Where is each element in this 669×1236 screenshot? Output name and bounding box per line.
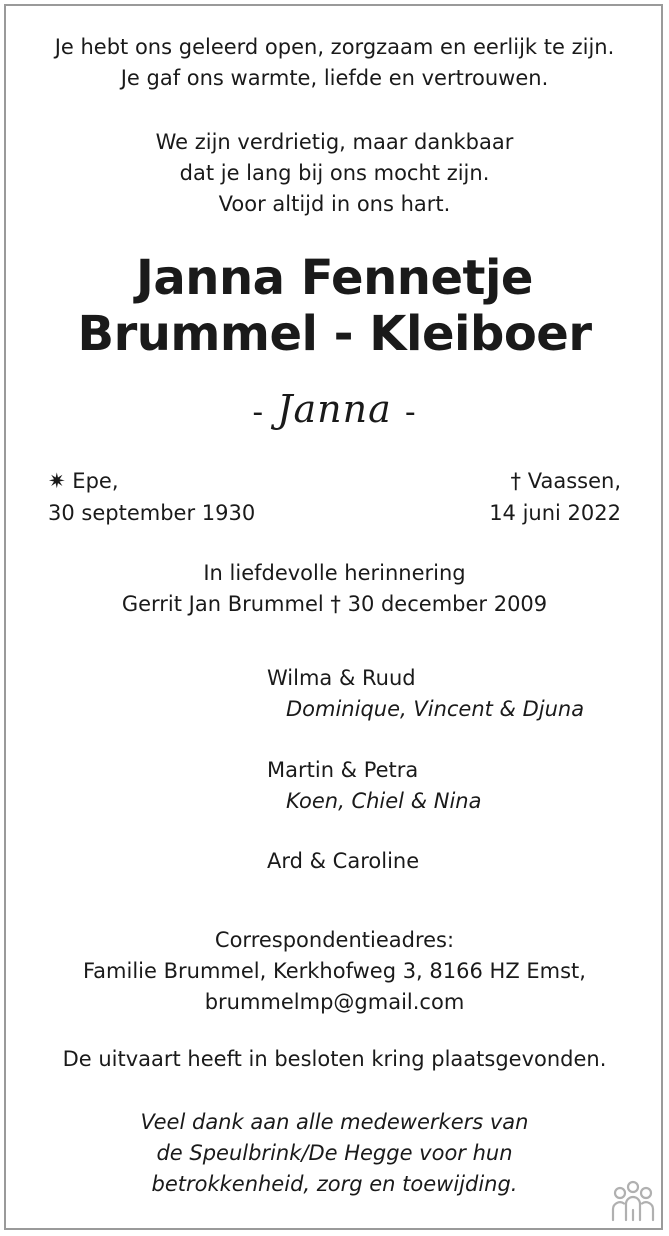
people-group-icon (609, 1180, 657, 1222)
poem-stanza-2 (0, 127, 669, 220)
poem-stanza-1 (0, 32, 669, 94)
thanks-line: Veel dank aan alle medewerkers van (140, 1110, 529, 1134)
death-date: 14 juni 2022 (489, 501, 621, 525)
poem-line: Voor altijd in ons hart. (218, 192, 451, 216)
family-children: Koen, Chiel & Nina (286, 789, 482, 813)
birth-place: Epe, (72, 469, 119, 493)
nickname-dash-left: - (252, 395, 265, 430)
correspondence-section (0, 925, 669, 1018)
family-parents: Wilma & Ruud (267, 666, 416, 690)
family-group (267, 755, 481, 817)
family-parents: Ard & Caroline (267, 849, 420, 873)
nickname (0, 385, 669, 437)
poem-line: Je gaf ons warmte, liefde en vertrouwen. (120, 66, 549, 90)
deceased-name (0, 250, 669, 362)
memory-line: In liefdevolle herinnering (203, 561, 466, 585)
family-parents: Martin & Petra (267, 758, 419, 782)
name-line-2: Brummel - Kleiboer (77, 306, 592, 362)
birth-date: 30 september 1930 (48, 501, 256, 525)
memory-section (0, 558, 669, 620)
family-children: Dominique, Vincent & Djuna (286, 697, 585, 721)
thanks-section (0, 1107, 669, 1200)
family-group (267, 663, 584, 725)
birth-info (48, 465, 255, 529)
correspondence-label: Correspondentieadres: (214, 928, 455, 952)
death-place: Vaassen, (527, 469, 621, 493)
name-line-1: Janna Fennetje (136, 250, 533, 306)
poem-line: dat je lang bij ons mocht zijn. (179, 161, 490, 185)
death-info (489, 465, 621, 529)
funeral-note: De uitvaart heeft in besloten kring plaatsgevonden. (62, 1047, 607, 1071)
nickname-text: Janna (277, 387, 392, 431)
family-group (267, 846, 419, 877)
correspondence-address: Familie Brummel, Kerkhofweg 3, 8166 HZ Emst, (83, 959, 586, 983)
memory-line: Gerrit Jan Brummel † 30 december 2009 (121, 592, 548, 616)
poem-line: We zijn verdrietig, maar dankbaar (155, 130, 514, 154)
thanks-line: de Speulbrink/De Hegge voor hun (156, 1141, 513, 1165)
death-cross-icon: † (510, 469, 522, 493)
poem-line: Je hebt ons geleerd open, zorgzaam en eerlijk te zijn. (54, 35, 615, 59)
nickname-dash-right: - (404, 395, 417, 430)
correspondence-email: brummelmp@gmail.com (204, 990, 465, 1014)
birth-star-icon: ✷ (48, 469, 66, 493)
thanks-line: betrokkenheid, zorg en toewijding. (151, 1172, 518, 1196)
